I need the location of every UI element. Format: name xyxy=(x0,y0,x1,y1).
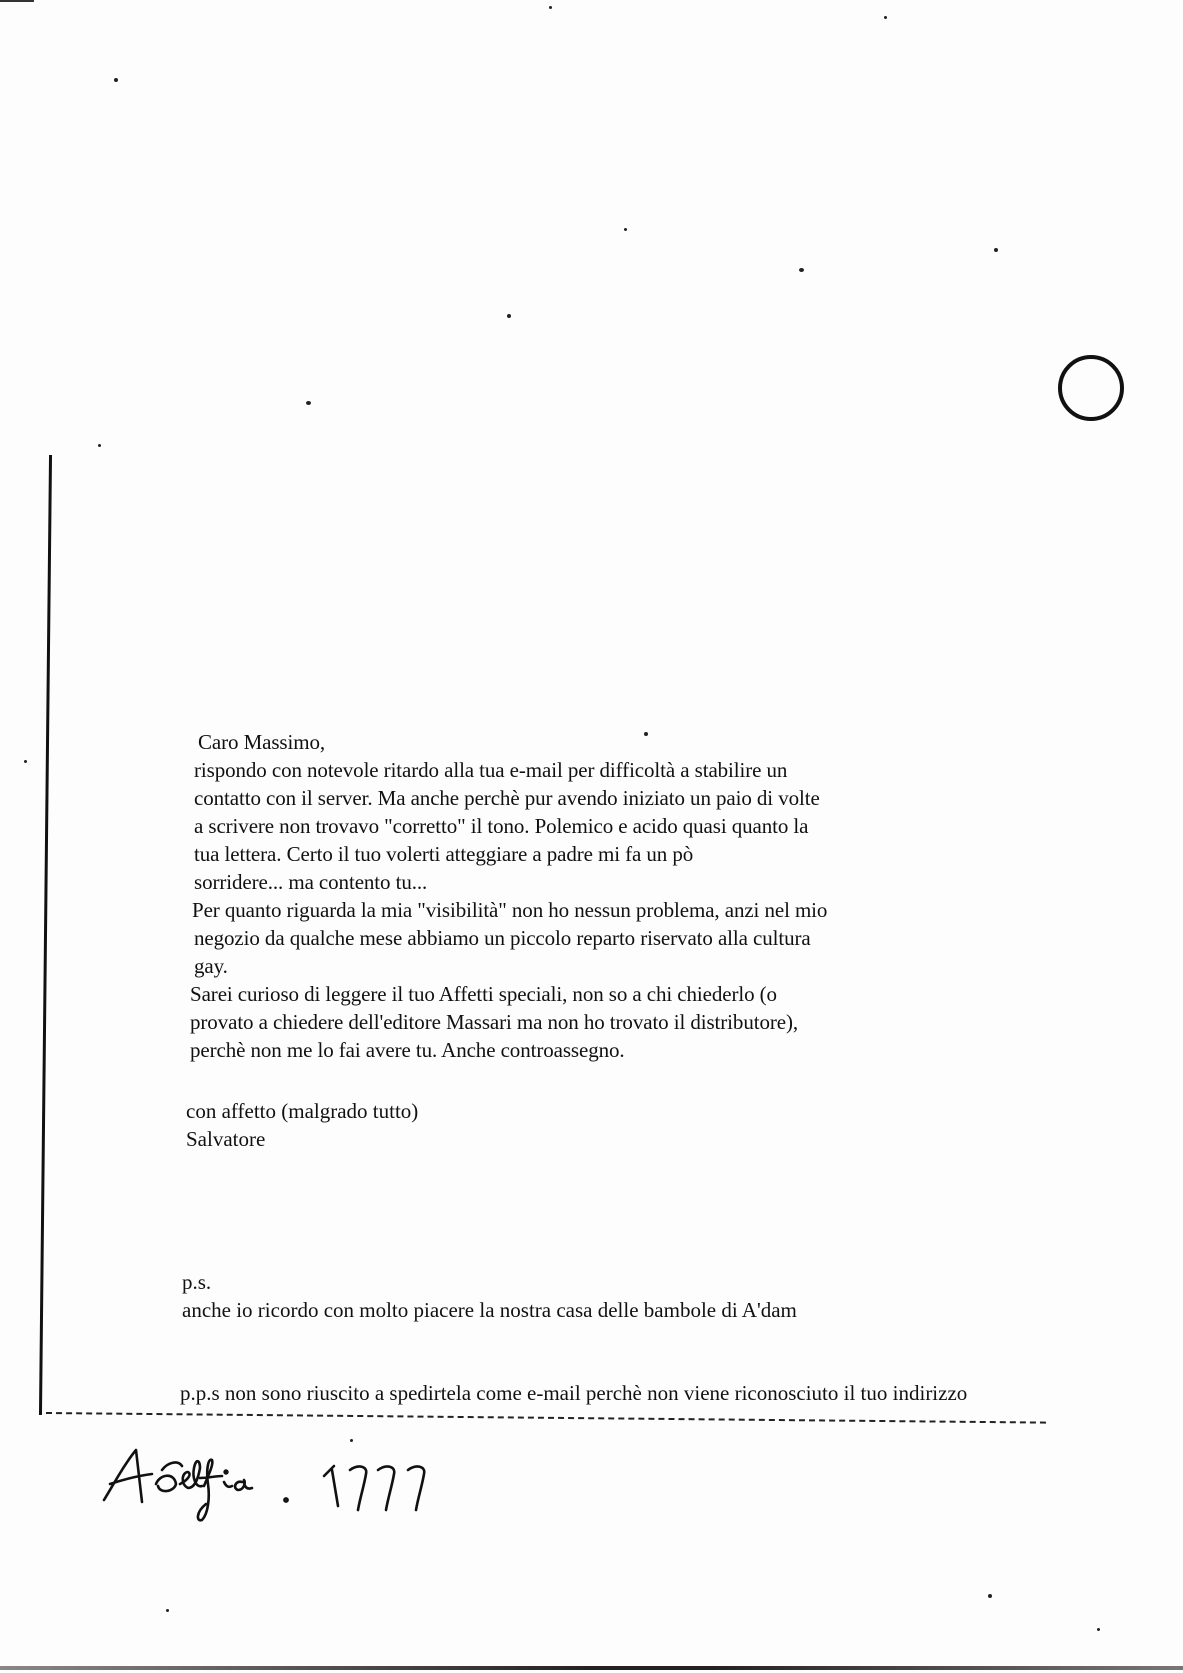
scan-speck xyxy=(507,314,511,318)
body-line: Per quanto riguarda la mia "visibilità" non ho nessun problema, anzi nel mio xyxy=(192,898,828,922)
post-postscript: p.p.s non sono riuscito a spedirtela come e-mail perchè non viene riconosciuto il tuo indirizzo xyxy=(180,1381,968,1405)
body-line: contatto con il server. Ma anche perchè pur avendo iniziato un paio di volte xyxy=(194,786,820,810)
body-line: negozio da qualche mese abbiamo un piccolo reparto riservato alla cultura xyxy=(194,926,811,950)
ps-label: p.s. xyxy=(182,1270,212,1294)
scan-speck xyxy=(98,444,101,447)
letter-body xyxy=(190,728,1054,1064)
body-line: gay. xyxy=(194,954,228,978)
punch-hole xyxy=(1058,355,1124,421)
dashed-separator xyxy=(46,1412,1046,1424)
bottom-edge xyxy=(0,1666,1183,1670)
letter-closing xyxy=(186,1097,418,1153)
scan-speck xyxy=(549,6,552,9)
ps-text: anche io ricordo con molto piacere la nostra casa delle bambole di A'dam xyxy=(182,1298,797,1322)
left-margin-line xyxy=(39,455,52,1415)
body-line: a scrivere non trovavo "corretto" il tono. Polemico e acido quasi quanto la xyxy=(194,814,809,838)
handwritten-note xyxy=(96,1440,476,1530)
body-line: tua lettera. Certo il tuo volerti atteggiare a padre mi fa un pò xyxy=(194,842,694,866)
scan-speck xyxy=(994,248,998,252)
signature: Salvatore xyxy=(186,1127,266,1151)
corner-mark xyxy=(0,0,34,16)
body-line: provato a chiedere dell'editore Massari ma non ho trovato il distributore), xyxy=(190,1010,799,1034)
body-line: rispondo con notevole ritardo alla tua e-mail per difficoltà a stabilire un xyxy=(194,758,788,782)
salutation: Caro Massimo, xyxy=(198,730,326,754)
closing-phrase: con affetto (malgrado tutto) xyxy=(186,1099,419,1123)
scan-speck xyxy=(114,78,118,82)
body-line: perchè non me lo fai avere tu. Anche controassegno. xyxy=(190,1038,625,1062)
scan-speck xyxy=(166,1609,169,1612)
scan-speck xyxy=(799,268,804,272)
scan-speck xyxy=(306,401,311,405)
body-line: Sarei curioso di leggere il tuo Affetti speciali, non so a chi chiederlo (o xyxy=(190,982,777,1006)
scan-speck xyxy=(884,16,887,19)
scan-speck xyxy=(24,760,27,763)
scan-speck xyxy=(988,1594,992,1598)
postscript xyxy=(182,1268,797,1324)
body-line: sorridere... ma contento tu... xyxy=(194,870,428,894)
scan-speck xyxy=(624,228,627,231)
scan-speck xyxy=(1097,1628,1100,1631)
